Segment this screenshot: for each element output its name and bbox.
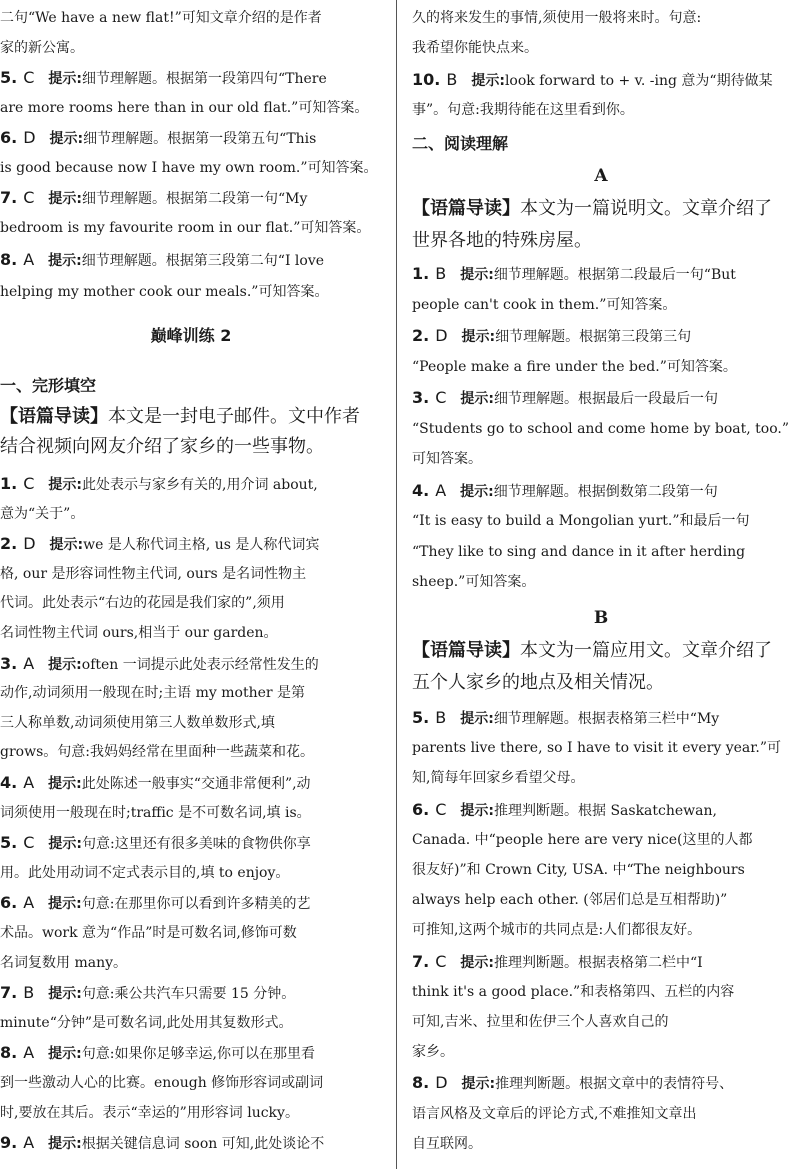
answer-number: 9. [0,1133,18,1153]
text-line: helping my mother cook our meals.”可知答案。 [0,284,329,300]
answer-option: A [23,773,35,792]
hint-label: 提示: [460,483,494,500]
hint-label: 提示: [48,896,82,913]
answer-number: 1. [0,474,18,493]
hint-label: 提示: [48,71,82,87]
hint-text: 句意:在那里你可以看到许多精美的艺 [81,896,311,913]
answer-7 [0,983,295,1003]
answer-option: A [23,1043,35,1063]
text-line: people can't cook in them.”可知答案。 [412,296,677,313]
hint-text: 细节理解题。根据第一段第四句“There [82,71,327,87]
answer-number: 4. [0,773,18,792]
answer-option: D [23,128,36,147]
answer-5 [0,68,327,88]
answer-8 [0,1043,315,1063]
text-line: bedroom is my favourite room in our flat.”可知答案。 [0,220,371,236]
text-line: 事”。句意:我期待能在这里看到你。 [412,102,634,118]
hint-text: 细节理解题。根据第二段最后一句“But [493,267,736,283]
hint-label: 提示: [460,711,494,727]
hint-label: 提示: [471,73,505,89]
text-line: Canada. 中“people here are very nice(这里的人都 [412,831,753,848]
text-line: “Students go to school and come home by boat, too.” [412,420,790,437]
answer-option: C [23,188,35,207]
answer-option: A [435,480,447,500]
hint-text: 句意:如果你足够幸运,你可以在那里看 [81,1046,315,1063]
text-line: parents live there, so I have to visit it every year.”可 [412,740,782,757]
answer-option: A [23,653,35,673]
text-line: 家的新公寓。 [0,40,84,56]
answer-2 [412,326,691,346]
answer-option: B [23,983,35,1003]
answer-number: 1. [412,264,430,283]
answer-option: B [446,70,458,89]
guide-line: 五个人家乡的地点及相关情况。 [412,672,664,693]
guide-text: 本文为一篇说明文。文章介绍了 [520,198,772,219]
hint-label: 提示: [460,267,494,283]
hint-label: 提示: [460,954,494,971]
hint-text: 细节理解题。根据最后一段最后一句 [494,391,718,407]
text-line: 自互联网。 [412,1135,482,1152]
guide-label: 【语篇导读】 [0,406,108,427]
answer-3 [0,654,319,674]
text-line: 知,简每年回家乡看望父母。 [412,770,585,787]
hint-label: 提示: [460,391,494,407]
answer-option: C [23,833,35,853]
answer-number: 4. [412,480,430,500]
text-line: 可知,吉米、拉里和佐伊三个人喜欢自己的 [412,1014,669,1030]
answer-option: D [23,534,36,554]
column-divider [396,0,397,1169]
hint-text: 细节理解题。根据第一段第五句“This [83,131,317,147]
hint-label: 提示: [461,1076,496,1093]
answer-option: D [435,1073,448,1093]
answer-6 [412,800,717,820]
answer-number: 6. [412,799,430,819]
answer-8 [0,250,324,270]
answer-number: 5. [412,708,430,727]
hint-label: 提示: [48,253,82,269]
hint-label: 提示: [461,329,496,345]
hint-text: 细节理解题。根据第二段第一句“My [82,191,308,207]
answer-10 [412,70,773,90]
text-line: “They like to sing and dance in it after herding [412,543,746,560]
text-line: 代词。此处表示“右边的花园是我们家的”,须用 [0,595,285,612]
hint-label: 提示: [460,802,494,819]
answer-8 [412,1073,733,1093]
hint-label: 提示: [48,986,82,1003]
answer-option: C [23,474,35,493]
text-line: minute“分钟”是可数名词,此处用其复数形式。 [0,1014,293,1031]
answer-option: C [23,68,35,87]
hint-text: 根据关键信息词 soon 可知,此处谈论不 [81,1136,325,1153]
answer-number: 8. [412,1073,430,1093]
answer-4 [0,773,311,793]
hint-text: 推理判断题。根据表格第二栏中“I [494,954,703,971]
answer-number: 2. [0,534,18,554]
answer-6 [0,128,316,148]
answer-2 [0,534,319,554]
hint-text: look forward to + v. -ing 意为“期待做某 [504,73,773,89]
hint-text: 此处陈述一般事实“交通非常便利”,动 [81,776,311,792]
text-line: 到一些激动人心的比赛。enough 修饰形容词或副词 [0,1075,324,1091]
text-line: think it's a good place.”和表格第四、五栏的内容 [412,983,735,1000]
answer-1 [0,474,318,494]
answer-5 [412,708,719,728]
hint-label: 提示: [48,1136,82,1153]
hint-label: 提示: [48,656,82,673]
text-line: 可知答案。 [412,451,482,467]
text-line: 二句“We have a new flat!”可知文章介绍的是作者 [0,10,322,26]
text-line: 名词性物主代词 ours,相当于 our garden。 [0,625,278,641]
hint-label: 提示: [49,537,84,554]
guide-label: 【语篇导读】 [412,640,520,661]
text-line: “It is easy to build a Mongolian yurt.”和最后一句 [412,513,750,529]
hint-text: 句意:这里还有很多美味的食物供你享 [82,836,311,853]
answer-number: 8. [0,1043,18,1063]
text-line: 意为“关于”。 [0,505,85,522]
hint-text: 推理判断题。根据文章中的表情符号、 [495,1076,734,1093]
text-line: sheep.”可知答案。 [412,574,536,590]
answer-4 [412,481,718,501]
guide-line: 结合视频向网友介绍了家乡的一些事物。 [0,436,324,457]
text-line: 可推知,这两个城市的共同点是:人们都很友好。 [412,922,702,939]
text-line: 很友好)”和 Crown City, USA. 中“The neighbours [412,862,745,878]
text-line: 家乡。 [412,1044,454,1061]
answer-number: 7. [412,951,430,971]
answer-number: 7. [0,983,18,1003]
hint-text: 细节理解题。根据第三段第二句“I love [81,253,325,269]
answer-option: B [435,708,447,727]
answer-option: C [435,799,447,819]
hint-text: 此处表示与家乡有关的,用介词 about, [82,477,318,493]
text-line: are more rooms here than in our old flat.”可知答案。 [0,100,369,116]
answer-7 [412,952,703,972]
hint-label: 提示: [48,191,82,207]
part-a-label: A [594,166,608,186]
text-line: 格, our 是形容词性物主代词, ours 是名词性物主 [0,565,307,582]
answer-number: 6. [0,128,18,147]
guide-line [412,638,772,664]
hint-label: 提示: [49,131,84,147]
answer-number: 6. [0,893,18,913]
hint-text: 细节理解题。根据表格第三栏中“My [493,711,720,727]
answer-number: 8. [0,250,18,269]
hint-text: we 是人称代词主格, us 是人称代词宾 [83,537,320,554]
hint-text: often 一词提示此处表示经常性发生的 [81,656,319,673]
text-line: 词须使用一般现在时;traffic 是不可数名词,填 is。 [0,804,311,821]
hint-text: 细节理解题。根据倒数第二段第一句 [493,483,718,500]
text-line: always help each other. (邻居们总是互相帮助)” [412,892,728,909]
answer-number: 5. [0,833,18,853]
hint-label: 提示: [48,836,82,853]
answer-number: 5. [0,68,18,87]
answer-number: 3. [412,388,430,407]
answer-1 [412,264,736,284]
guide-text: 本文为一篇应用文。文章介绍了 [520,640,772,661]
answer-number: 2. [412,326,430,345]
guide-line: 世界各地的特殊房屋。 [412,230,592,251]
text-line: “People make a fire under the bed.”可知答案。 [412,358,737,375]
hint-text: 句意:乘公共汽车只需要 15 分钟。 [81,986,296,1003]
answer-option: A [23,1133,35,1153]
section-title-reading: 二、阅读理解 [412,134,509,153]
hint-label: 提示: [48,477,82,493]
training-title: 巅峰训练 2 [150,326,232,345]
hint-label: 提示: [48,1046,82,1063]
answer-option: D [435,326,448,345]
answer-option: B [435,264,447,283]
guide-text: 本文是一封电子邮件。文中作者 [108,406,360,427]
answer-5 [0,833,311,853]
hint-text: 推理判断题。根据 Saskatchewan, [494,802,717,819]
text-line: 三人称单数,动词须使用第三人数单数形式,填 [0,714,275,731]
answer-number: 3. [0,653,18,673]
text-line: is good because now I have my own room.”可知答案。 [0,160,378,176]
part-b-label: B [593,608,609,628]
text-line: 动作,动词须用一般现在时;主语 my mother 是第 [0,685,306,702]
answer-option: A [23,250,35,269]
answer-6 [0,893,311,913]
answer-option: A [23,893,35,913]
answer-option: C [435,951,447,971]
text-line: 久的将来发生的事情,须使用一般将来时。句意: [412,10,702,26]
answer-3 [412,388,718,408]
guide-line [0,404,360,430]
text-line: grows。句意:我妈妈经常在里面种一些蔬菜和花。 [0,744,314,761]
text-line: 用。此处用动词不定式表示目的,填 to enjoy。 [0,864,290,881]
hint-text: 细节理解题。根据第三段第三句 [495,329,692,345]
guide-line [412,196,772,222]
section-title-cloze: 一、完形填空 [0,376,97,395]
answer-number: 7. [0,188,18,207]
text-line: 术品。work 意为“作品”时是可数名词,修饰可数 [0,925,297,941]
guide-label: 【语篇导读】 [412,198,520,219]
hint-label: 提示: [48,776,82,792]
answer-number: 10. [412,70,441,89]
answer-option: C [435,388,447,407]
answer-9 [0,1133,324,1153]
answer-7 [0,188,307,208]
text-line: 时,要放在其后。表示“幸运的”用形容词 lucky。 [0,1104,299,1121]
text-line: 名词复数用 many。 [0,954,127,971]
text-line: 我希望你能快点来。 [412,40,538,56]
text-line: 语言风格及文章后的评论方式,不难推知文章出 [412,1105,697,1122]
